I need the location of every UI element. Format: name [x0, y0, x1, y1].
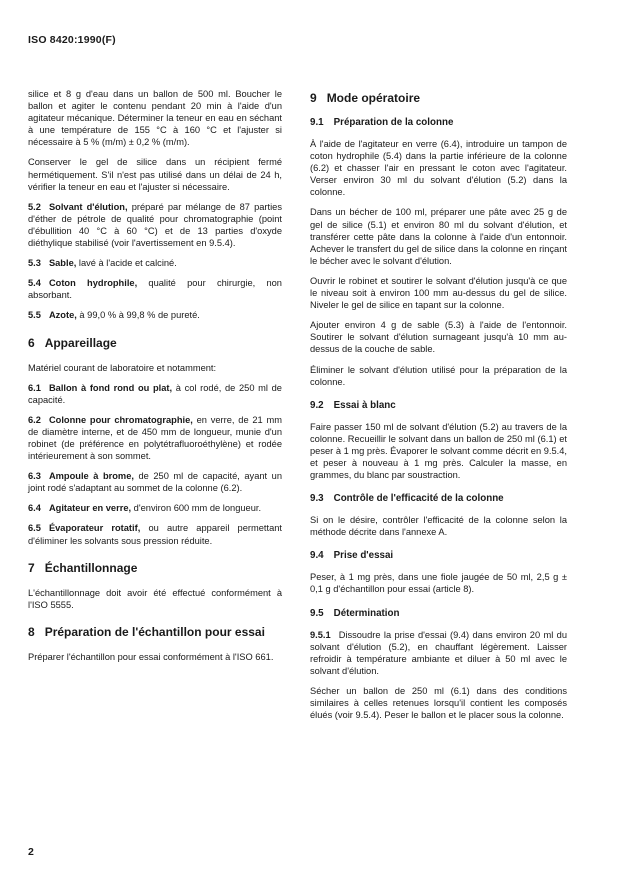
paragraph-9-5-1-b: Sécher un ballon de 250 ml (6.1) dans des conditions similaires à celles retenues lorsqu'il contient les composés élués (voir 9.5.4). Peser le ballon et le placer sous la colonne. [310, 685, 567, 721]
paragraph-sample-preparation: Préparer l'échantillon pour essai conformément à l'ISO 661. [28, 651, 274, 662]
clause-title: Coton hydrophile, [48, 278, 138, 289]
left-column [28, 88, 282, 671]
paragraph-9-1-a: À l'aide de l'agitateur en verre (6.4), introduire un tampon de coton hydrophile (5.4) dans la partie inférieure de la colonne (6.2) et chasser l'air en pressant le coton avec l'agitateur. Verser environ 30 ml du solvant d'élution (5.2) dans la colonne. [310, 139, 567, 198]
clause-title: Colonne pour chromatographie, [48, 414, 193, 425]
paragraph-silica-preparation: silice et 8 g d'eau dans un ballon de 500 ml. Boucher le ballon et agiter le contenu pendant 20 min à l'aide d'un agitateur mécanique. Déterminer la teneur en eau en séchant à une température de 155 °C à 160 °C et l'ajuster si nécessaire à 5 % (m/m) ± 0,2 % (m/m). [28, 89, 282, 148]
paragraph-9-1-e: Éliminer le solvant d'élution utilisé pour la préparation de la colonne. [310, 364, 567, 387]
paragraph-9-1-c: Ouvrir le robinet et soutirer le solvant d'élution jusqu'à ce que le niveau soit à environ 100 mm au-dessus du gel de silice. Niveler le gel de silice en tapant sur la colonne. [310, 275, 567, 311]
heading-9-3: 9.3 Contrôle de l'efficacité de la colonne [310, 493, 504, 505]
clause-5-5: 5.5 Azote, à 99,0 % à 99,8 % de pureté. [28, 310, 200, 321]
clause-5-3: 5.3 Sable, lavé à l'acide et calciné. [28, 258, 177, 269]
clause-title: Azote, [48, 310, 77, 321]
clause-title: Solvant d'élution, [48, 201, 128, 212]
heading-9-4: 9.4 Prise d'essai [310, 550, 394, 562]
clause-title: Ballon à fond rond ou plat, [48, 382, 173, 393]
paragraph-9-1-d: Ajouter environ 4 g de sable (5.3) à l'aide de l'entonnoir. Soutirer le solvant d'élution surnageant jusqu'à 10 mm au-dessus de la couche de sable. [310, 320, 567, 355]
paragraph-9-2: Faire passer 150 ml de solvant d'élution (5.2) au travers de la colonne. Recueillir le solvant dans un ballon de 250 ml (6.1) et peser à 1 mg près. Évaporer le solvant comme décrit en 9.5.4, et peser à nouveau à 1 mg près. Calculer la masse, en grammes, du blanc par soustraction. [310, 421, 567, 481]
clause-5-4: 5.4 Coton hydrophile, qualité pour chirurgie, non absorbant. [28, 278, 282, 301]
paragraph-equipment-intro: Matériel courant de laboratoire et notamment: [28, 362, 217, 373]
paragraph-9-1-b: Dans un bécher de 100 ml, préparer une pâte avec 25 g de gel de silice (5.1) et environ 80 ml du solvant d'élution, et transférer cette pâte dans la colonne à l'aide d'un entonnoir. Achever le transfert du gel de silice dans la colonne en rinçant le bécher avec le solvant d'élution. [310, 207, 567, 266]
heading-9-1: 9.1 Préparation de la colonne [310, 117, 454, 128]
clause-title: Agitateur en verre, [48, 503, 132, 514]
heading-6: 6 Appareillage [28, 335, 117, 350]
clause-6-1: 6.1 Ballon à fond rond ou plat, à col rodé, de 250 ml de capacité. [28, 382, 282, 405]
heading-9: 9 Mode opératoire [310, 91, 421, 105]
paragraph-9-3: Si on le désire, contrôler l'efficacité de la colonne selon la méthode décrite dans l'annexe A. [310, 515, 567, 538]
clause-9-5-1: 9.5.1 Dissoudre la prise d'essai (9.4) dans environ 20 ml du solvant d'élution (5.2), en chauffant légèrement. Laisser refroidir à température ambiante et diluer à 50 ml avec le solvant d'élution. [310, 629, 567, 676]
paragraph-silica-storage: Conserver le gel de silice dans un récipient fermé hermétiquement. S'il n'est pas utilisé dans un délai de 24 h, vérifier la teneur en eau et l'ajuster si nécessaire. [28, 157, 282, 192]
heading-8: 8 Préparation de l'échantillon pour essai [28, 624, 265, 639]
heading-7: 7 Échantillonnage [28, 560, 138, 575]
right-column [310, 88, 567, 729]
clause-title: Évaporateur rotatif, [48, 523, 141, 534]
clause-6-2: 6.2 Colonne pour chromatographie, en verre, de 21 mm de diamètre interne, et de 450 mm de longueur, munie d'un robinet (de préférence en polytétrafluoroéthylène) et rodée intérieurement à son sommet. [28, 414, 282, 462]
clause-title: Sable, [48, 258, 77, 269]
paragraph-sampling: L'échantillonnage doit avoir été effectué conformément à l'ISO 5555. [28, 587, 282, 610]
clause-6-3: 6.3 Ampoule à brome, de 250 ml de capacité, ayant un joint rodé s'adaptant au sommet de la colonne (6.2). [28, 471, 282, 494]
clause-6-4: 6.4 Agitateur en verre, d'environ 600 mm de longueur. [28, 503, 262, 514]
heading-9-5: 9.5 Détermination [310, 607, 400, 619]
heading-9-2: 9.2 Essai à blanc [310, 399, 396, 411]
clause-title: Ampoule à brome, [48, 471, 134, 482]
document-reference: ISO 8420:1990(F) [28, 34, 116, 46]
clause-6-5: 6.5 Évaporateur rotatif, ou autre appareil permettant d'éliminer les solvants sous pression réduite. [28, 523, 282, 546]
page-number: 2 [28, 846, 34, 858]
clause-5-2: 5.2 Solvant d'élution, préparé par mélange de 87 parties d'éther de pétrole de qualité pour chromatographie (point d'ébullition 40 °C à 60 °C) et de 13 parties d'oxyde diéthylique stabilisé (voir l'avertissement en 9.5.4). [28, 201, 282, 249]
paragraph-9-4: Peser, à 1 mg près, dans une fiole jaugée de 50 ml, 2,5 g ± 0,1 g d'échantillon pour essai (article 8). [310, 572, 567, 595]
